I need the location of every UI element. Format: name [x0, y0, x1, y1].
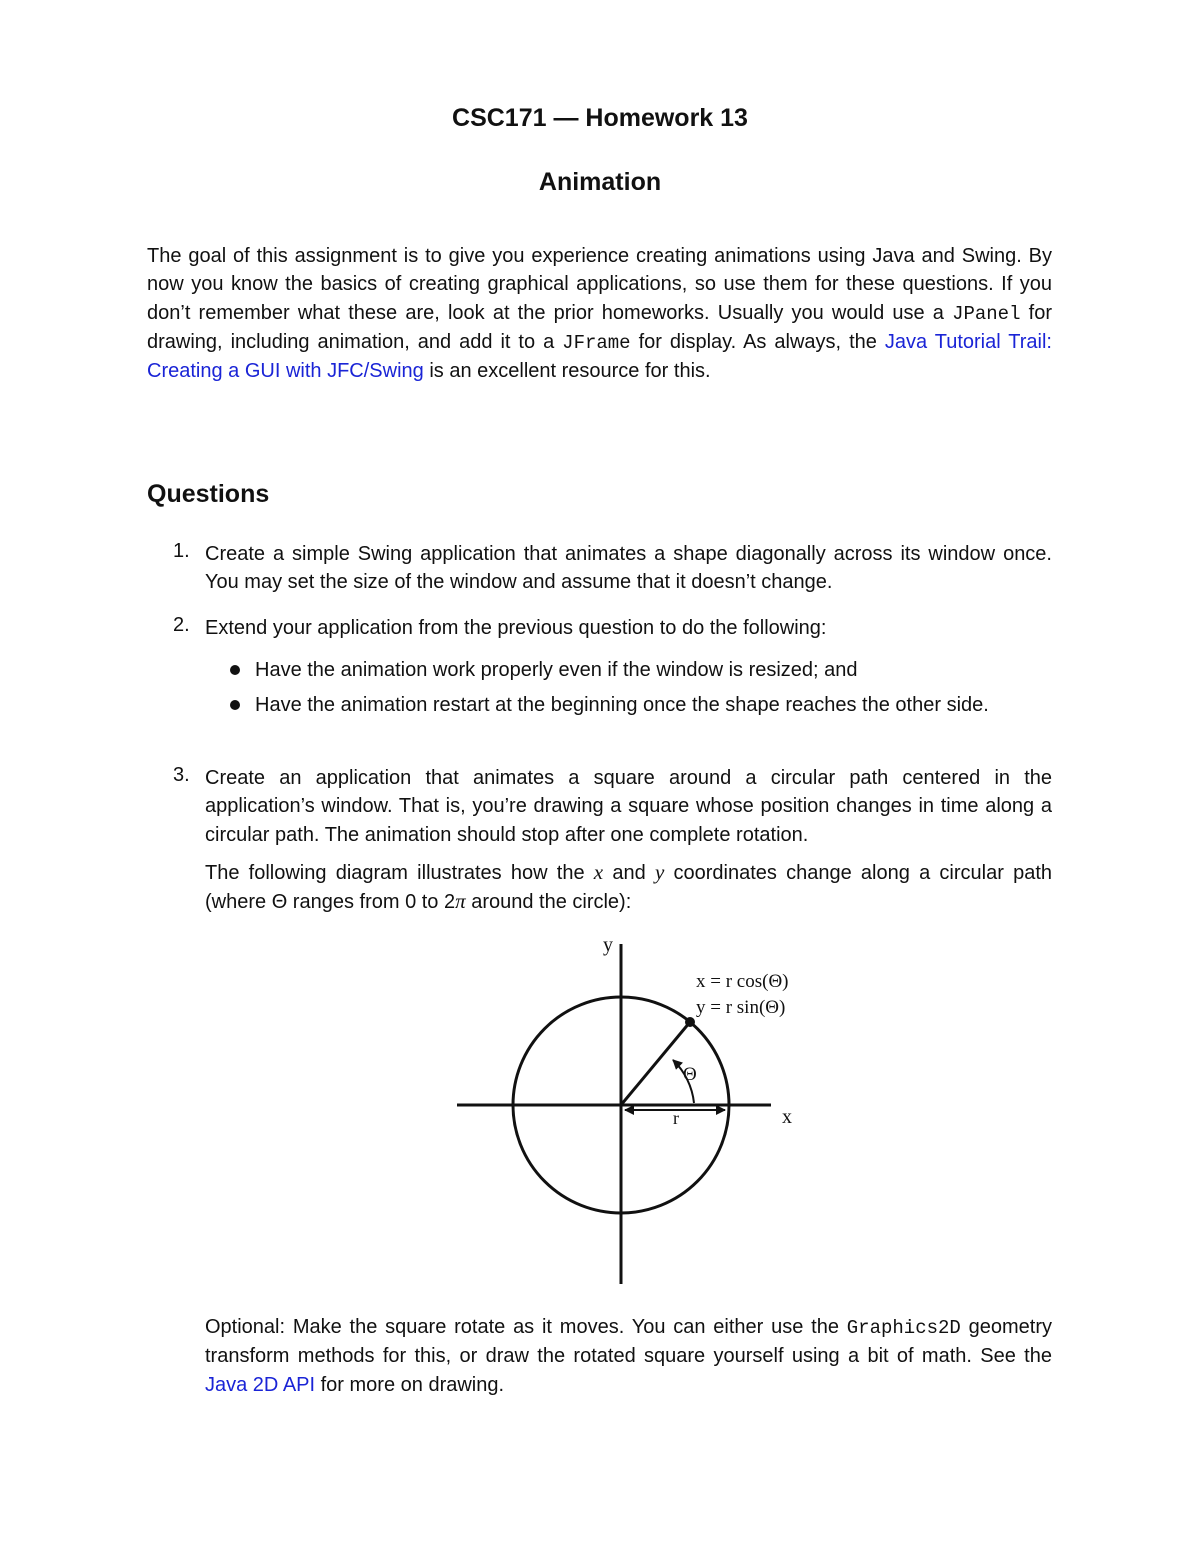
optional-text: geometry transform methods for this, or draw the rotated square yourself using a bit of math. See the: [205, 1316, 1052, 1368]
intro-text: for display. As always, the: [630, 330, 885, 353]
optional-text: for more on drawing.: [315, 1373, 505, 1396]
x-variable: x: [593, 860, 604, 884]
intro-text: is an excellent resource for this.: [423, 360, 711, 383]
x-axis-label: x: [782, 1106, 792, 1128]
swing-tutorial-link[interactable]: Java Tutorial Trail: Creating a GUI with JFC/Swing: [147, 330, 1052, 383]
theta-label: Θ: [683, 1064, 697, 1085]
jpanel-code: JPanel: [952, 302, 1021, 325]
page-title: CSC171 — Homework 13: [452, 104, 748, 132]
graphics2d-code: Graphics2D: [846, 1317, 961, 1339]
pi-symbol: π: [455, 889, 466, 914]
intro-text: for drawing, including animation, and add it to a: [147, 301, 1052, 353]
radius-line: [621, 1022, 690, 1105]
diagram-intro-text: The following diagram illustrates how the: [205, 862, 594, 884]
question-number: 2.: [173, 614, 190, 636]
page-subtitle: Animation: [538, 168, 662, 196]
questions-heading: Questions: [147, 480, 270, 508]
java-2d-api-link[interactable]: Java 2D API: [205, 1373, 316, 1396]
radius-label: r: [673, 1108, 679, 1128]
y-axis-label: y: [603, 934, 613, 956]
question-2-text: Extend your application from the previous question to do the following:: [205, 617, 827, 639]
y-variable: y: [654, 860, 665, 884]
jframe-code: JFrame: [562, 331, 631, 354]
question-2-bullet: Have the animation restart at the beginning once the shape reaches the other side.: [255, 694, 989, 716]
question-3-text: Create an application that animates a square around a circular path centered in the application’s window. That is, you’re drawing a square whose position changes in time along a circular path. The animation should stop after one complete rotation.: [205, 767, 1052, 846]
diagram-intro-text: around the circle):: [465, 891, 632, 914]
diagram-intro-text: coordinates change along a circular path (where Θ ranges from 0 to 2: [205, 862, 1053, 914]
question-number: 3.: [173, 764, 190, 786]
intro-text: The goal of this assignment is to give you experience creating animations using Java and Swing. By now you know the basics of creating graphical applications, so use them for these questions. If you don’t remember what these are, look at the prior homeworks. Usually you would use a: [147, 245, 1052, 324]
question-1-text: Create a simple Swing application that animates a shape diagonally across its window once. You may set the size of the window and assume that it doesn’t change.: [205, 543, 1052, 594]
x-equation: x = r cos(Θ): [696, 971, 789, 992]
y-equation: y = r sin(Θ): [696, 997, 786, 1018]
optional-text: Optional: Make the square rotate as it moves. You can either use the: [205, 1316, 847, 1338]
question-number: 1.: [173, 540, 190, 562]
diagram-intro-text: and: [603, 862, 655, 884]
optional-paragraph: [205, 1313, 1052, 1399]
point-on-circle: [685, 1017, 695, 1027]
question-2-bullet: Have the animation work properly even if the window is resized; and: [255, 659, 858, 681]
